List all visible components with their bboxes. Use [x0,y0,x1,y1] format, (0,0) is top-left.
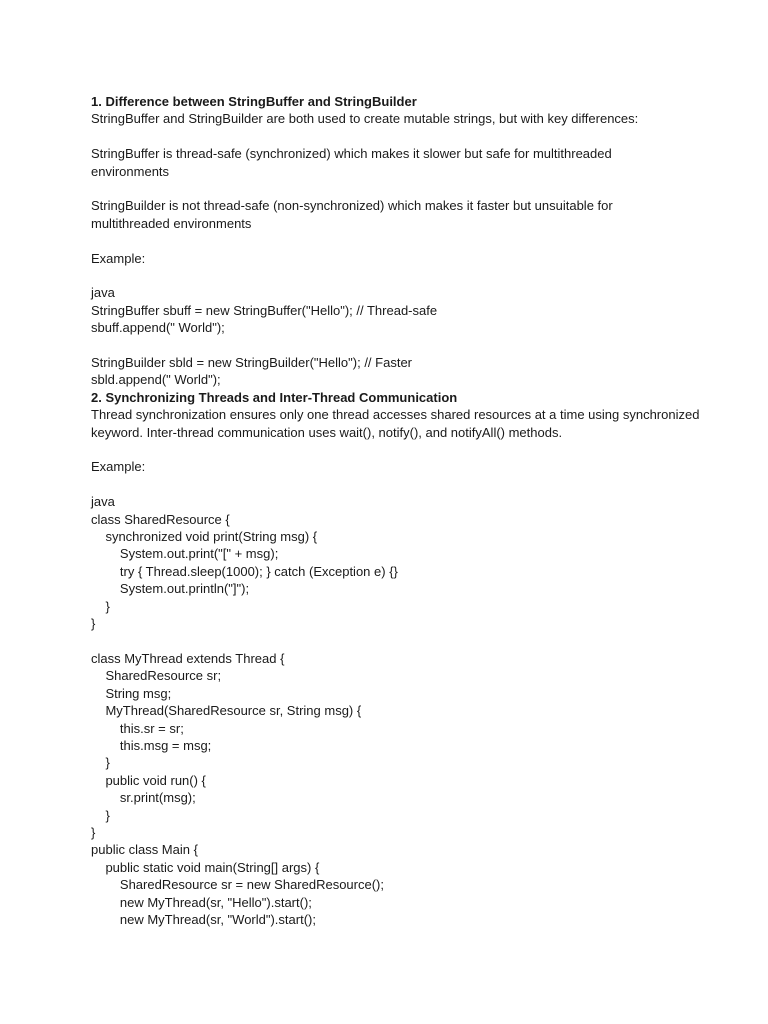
code-line [91,337,691,354]
code-line: class MyThread extends Thread { [91,650,285,666]
section-2-intro-line-2: keyword. Inter-thread communication uses wait(), notify(), and notifyAll() methods. [91,424,563,440]
code-line: System.out.println("]"); [91,581,250,597]
code-line: sbld.append(" World"); [91,372,221,388]
document-content [91,93,700,928]
section-2-heading: 2. Synchronizing Threads and Inter-Thread Communication [91,389,458,405]
code-line: } [91,616,96,632]
section-1-intro: StringBuffer and StringBuilder are both used to create mutable strings, but with key differences: [91,111,639,127]
code-line: public static void main(String[] args) { [91,859,320,875]
code-line: public class Main { [91,842,198,858]
section-2-example-label: Example: [91,459,146,475]
stringbuilder-description-line-1: StringBuilder is not thread-safe (non-synchronized) which makes it faster but unsuitable for [91,198,613,214]
code-line: try { Thread.sleep(1000); } catch (Exception e) {} [91,563,398,579]
code-line: new MyThread(sr, "Hello").start(); [91,894,312,910]
code-line: this.sr = sr; [91,720,184,736]
spacer [91,128,691,145]
code-line: sbuff.append(" World"); [91,320,225,336]
code-line: System.out.print("[" + msg); [91,546,279,562]
code-line: synchronized void print(String msg) { [91,529,318,545]
code-line: java [91,494,115,510]
section-2-code-block [91,493,691,928]
section-2-intro-line-1: Thread synchronization ensures only one thread accesses shared resources at a time using synchronized [91,407,700,423]
code-line: SharedResource sr; [91,668,222,684]
code-line: public void run() { [91,772,206,788]
stringbuffer-description-line-1: StringBuffer is thread-safe (synchronized) which makes it slower but safe for multithreaded [91,146,612,162]
code-line: } [91,755,110,771]
spacer [91,267,691,284]
code-line: } [91,598,110,614]
code-line: StringBuilder sbld = new StringBuilder("Hello"); // Faster [91,355,413,371]
code-line: java [91,285,115,301]
code-line: new MyThread(sr, "World").start(); [91,911,316,927]
code-line: class SharedResource { [91,511,230,527]
spacer [91,476,691,493]
code-line: MyThread(SharedResource sr, String msg) { [91,703,362,719]
code-line: String msg; [91,685,172,701]
spacer [91,180,691,197]
code-line: } [91,807,110,823]
stringbuffer-description-line-2: environments [91,163,170,179]
spacer [91,232,691,249]
section-1-example-label: Example: [91,250,146,266]
code-line: this.msg = msg; [91,737,212,753]
spacer [91,441,691,458]
code-line: StringBuffer sbuff = new StringBuffer("Hello"); // Thread-safe [91,302,438,318]
code-line: sr.print(msg); [91,790,196,806]
code-line: SharedResource sr = new SharedResource(); [91,877,384,893]
code-line: } [91,824,96,840]
section-1-heading: 1. Difference between StringBuffer and StringBuilder [91,94,417,109]
section-1-code-block [91,284,691,388]
stringbuilder-description-line-2: multithreaded environments [91,215,252,231]
code-line [91,632,691,649]
